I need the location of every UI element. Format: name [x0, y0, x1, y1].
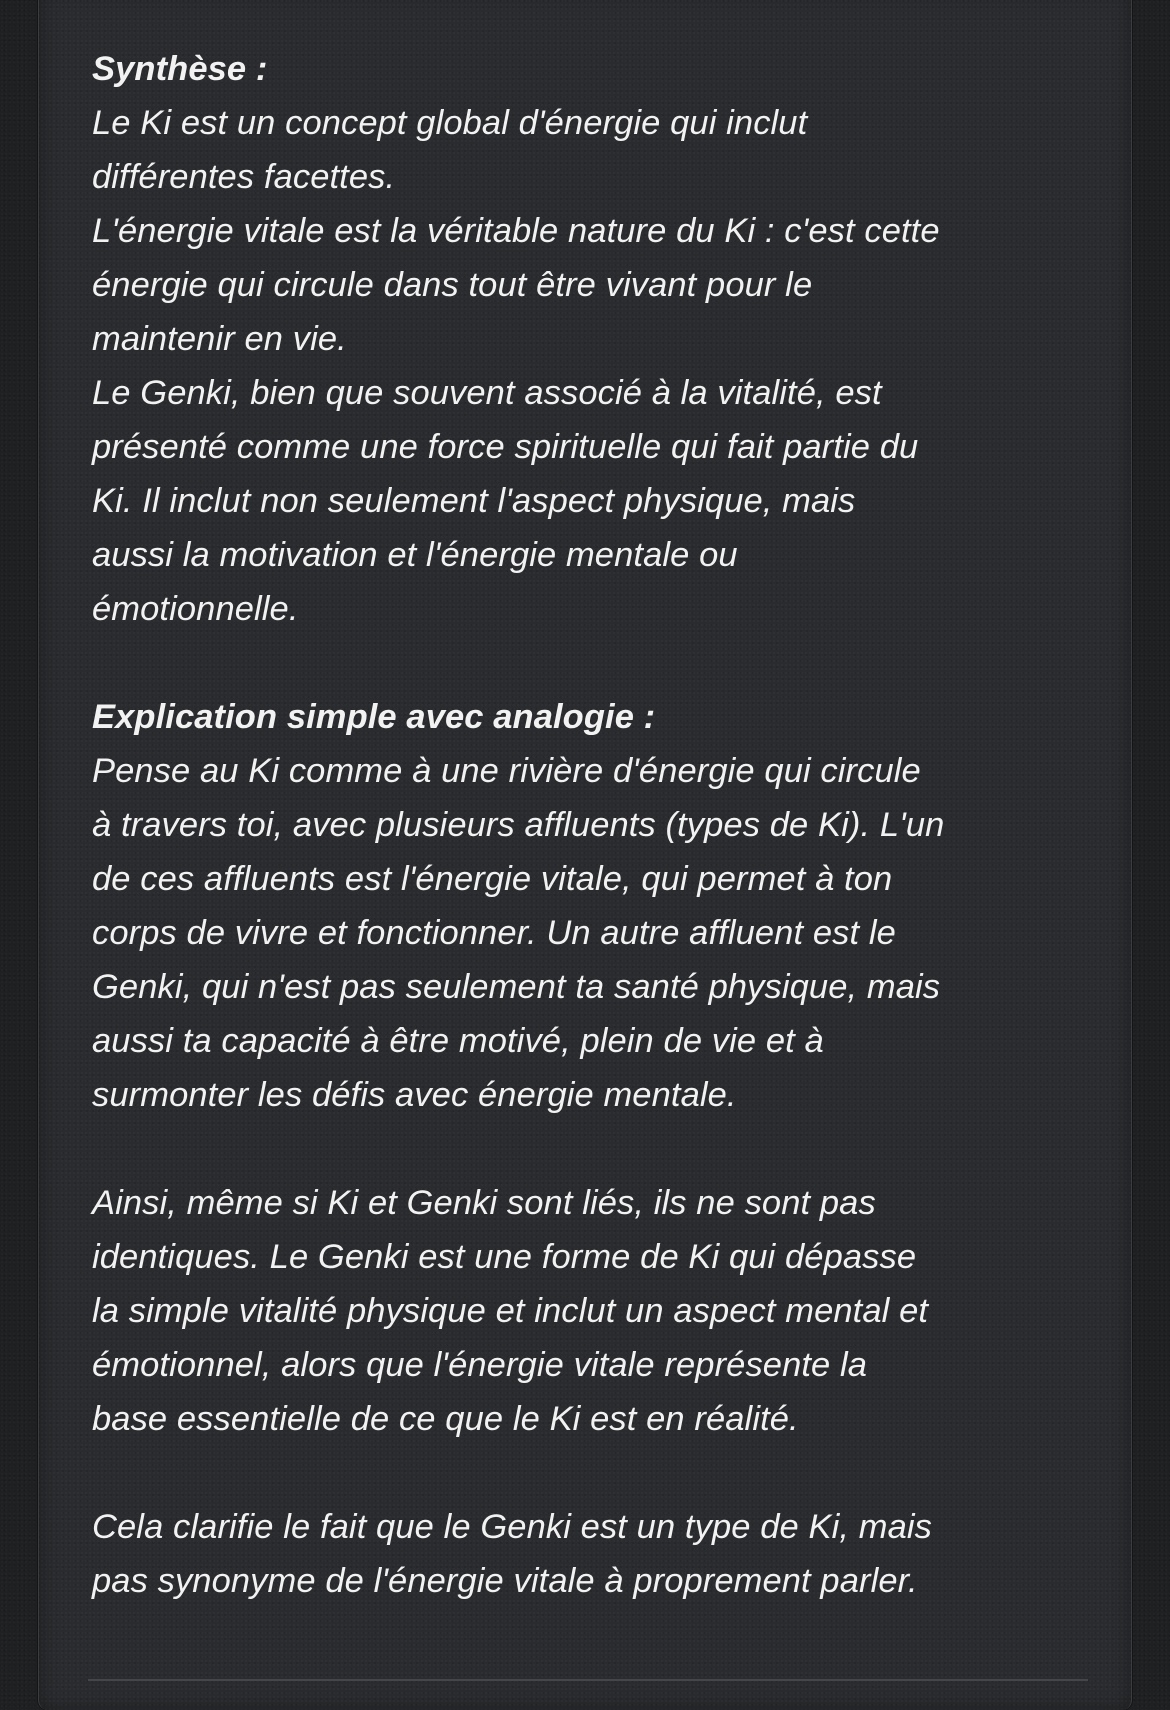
conclusion-line-1: Cela clarifie le fait que le Genki est un type de Ki, mais: [92, 1508, 932, 1546]
explication-line-5: Genki, qui n'est pas seulement ta santé physique, mais: [92, 968, 941, 1006]
message-content: [92, 42, 1092, 1608]
ainsi-line-4: émotionnel, alors que l'énergie vitale représente la: [92, 1346, 868, 1384]
synthese-heading: Synthèse :: [92, 50, 268, 88]
synthese-line-10: émotionnelle.: [92, 590, 299, 628]
message-bottom-divider: [88, 1679, 1088, 1681]
synthese-line-5: maintenir en vie.: [92, 320, 347, 358]
explication-line-4: corps de vivre et fonctionner. Un autre affluent est le: [92, 914, 896, 952]
explication-line-3: de ces affluents est l'énergie vitale, qui permet à ton: [92, 860, 893, 898]
explication-line-6: aussi ta capacité à être motivé, plein de vie et à: [92, 1022, 824, 1060]
explication-heading: Explication simple avec analogie :: [92, 698, 656, 736]
explication-line-1: Pense au Ki comme à une rivière d'énergie qui circule: [92, 752, 921, 790]
synthese-line-2: différentes facettes.: [92, 158, 396, 196]
synthese-line-8: Ki. Il inclut non seulement l'aspect physique, mais: [92, 482, 856, 520]
synthese-line-4: énergie qui circule dans tout être vivant pour le: [92, 266, 813, 304]
synthese-line-7: présenté comme une force spirituelle qui fait partie du: [92, 428, 919, 466]
explication-line-2: à travers toi, avec plusieurs affluents (types de Ki). L'un: [92, 806, 945, 844]
ainsi-line-3: la simple vitalité physique et inclut un aspect mental et: [92, 1292, 929, 1330]
synthese-line-1: Le Ki est un concept global d'énergie qui inclut: [92, 104, 808, 142]
ainsi-line-1: Ainsi, même si Ki et Genki sont liés, ils ne sont pas: [92, 1184, 876, 1222]
paragraph-gap: [92, 636, 1092, 690]
synthese-line-9: aussi la motivation et l'énergie mentale ou: [92, 536, 738, 574]
synthese-line-6: Le Genki, bien que souvent associé à la vitalité, est: [92, 374, 882, 412]
conclusion-line-2: pas synonyme de l'énergie vitale à proprement parler.: [92, 1562, 918, 1600]
explication-line-7: surmonter les défis avec énergie mentale.: [92, 1076, 737, 1114]
ainsi-line-5: base essentielle de ce que le Ki est en réalité.: [92, 1400, 799, 1438]
paragraph-gap: [92, 1122, 1092, 1176]
ainsi-line-2: identiques. Le Genki est une forme de Ki qui dépasse: [92, 1238, 917, 1276]
paragraph-gap: [92, 1446, 1092, 1500]
synthese-line-3: L'énergie vitale est la véritable nature du Ki : c'est cette: [92, 212, 940, 250]
